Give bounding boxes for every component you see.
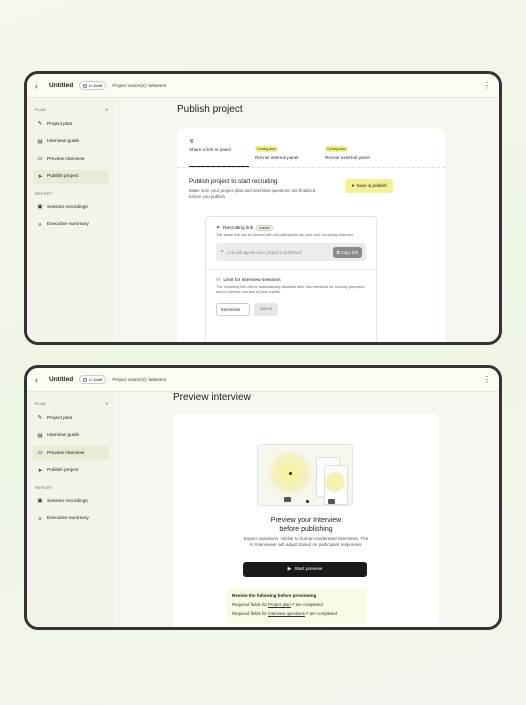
publish-subtitle: Make sure your project plan and interview questions are finalized before you publish. xyxy=(189,188,316,199)
sidebar-item-executive-summary[interactable] xyxy=(33,512,109,526)
sidebar-item-session-recordings[interactable] xyxy=(33,200,109,214)
preview-card xyxy=(173,414,439,630)
sidebar-item-session-recordings[interactable] xyxy=(33,494,109,508)
preview-heading-line2: before publishing xyxy=(279,525,333,533)
link-placeholder: Link will appear once project is published xyxy=(227,249,302,255)
tab-label: Recruit external panel xyxy=(325,155,370,160)
send-icon: ➤ xyxy=(351,183,357,188)
sidebar-item-project-plan[interactable] xyxy=(33,117,109,131)
interview-questions-link[interactable]: Interview questions xyxy=(268,610,305,616)
share-icon: ↯ xyxy=(189,139,195,145)
publish-heading xyxy=(189,178,319,200)
publish-title: Publish project to start recruiting xyxy=(189,178,278,185)
report-section-label xyxy=(35,486,109,490)
preview-subtext: Expect variations, similar to human-moderated interviews. The AI Interviewer will adjust based on participant responses. xyxy=(243,536,369,548)
external-link-icon: ↗ xyxy=(290,602,295,607)
tab-share-link[interactable] xyxy=(189,138,249,167)
sidebar-item-label: Project plan xyxy=(47,121,73,127)
chat-icon: ▭ xyxy=(37,450,43,456)
saved-button[interactable]: Saved xyxy=(254,303,278,316)
document-icon: ▤ xyxy=(37,138,43,145)
save-publish-label: Save & publish xyxy=(356,183,387,188)
session-limit-input[interactable] xyxy=(216,303,250,316)
recruiting-link-field xyxy=(216,243,366,261)
preview-heading xyxy=(173,517,439,535)
session-limit-value: 5 xyxy=(221,307,224,313)
recruit-tabs xyxy=(177,128,445,168)
more-menu-icon[interactable]: ⋮ xyxy=(483,375,491,384)
draft-icon xyxy=(83,84,87,88)
external-link-icon: ↗ xyxy=(304,610,309,616)
wand-icon: ✎ xyxy=(37,121,43,127)
report-label: REPORT xyxy=(35,192,53,196)
sidebar-item-label: Executive summary xyxy=(47,516,89,521)
project-title[interactable]: Untitled xyxy=(49,376,74,383)
recruiting-link-title: Recruiting link xyxy=(223,225,254,231)
sidebar-item-label: Interview guide xyxy=(47,433,80,438)
review-text: are completed xyxy=(294,602,323,607)
recording-icon: ▣ xyxy=(37,498,43,504)
interview-preview-illustration xyxy=(257,444,353,506)
send-icon: ➤ xyxy=(37,467,43,474)
status-badge xyxy=(79,375,106,384)
project-title[interactable]: Untitled xyxy=(49,82,74,89)
sidebar-item-label: Preview interview xyxy=(47,450,85,456)
tab-label: Share a link to panel xyxy=(189,147,231,152)
session-limit-title: Limit for interview sessions xyxy=(223,278,281,284)
copy-link-label: Copy link xyxy=(340,249,358,255)
sidebar xyxy=(27,392,115,627)
status-text: In Draft xyxy=(89,83,103,88)
sidebar-item-label: Session recordings xyxy=(47,498,88,504)
copy-icon: ⧉ xyxy=(336,249,341,255)
session-limit-unit: Sessions xyxy=(223,307,241,313)
review-item-project-plan xyxy=(232,602,362,608)
sidebar-item-label: Interview guide xyxy=(47,139,80,144)
link-settings-box xyxy=(205,216,377,345)
inactive-badge: Inactive xyxy=(256,225,273,231)
top-bar xyxy=(27,368,499,392)
tab-label: Recruit internal panel xyxy=(255,155,299,160)
recruiting-link-section xyxy=(206,217,376,270)
review-item-interview-questions xyxy=(232,611,362,617)
sidebar-item-label: Preview interview xyxy=(47,156,85,162)
people-icon: ⚇ xyxy=(216,278,221,284)
draft-icon xyxy=(83,378,87,382)
back-arrow-icon[interactable]: ‹ xyxy=(35,374,38,385)
review-title: Review the following before previewing xyxy=(232,593,317,598)
sidebar-item-label: Publish project xyxy=(47,174,79,179)
report-label: REPORT xyxy=(35,486,53,490)
tab-internal-panel[interactable] xyxy=(255,138,319,167)
sidebar-item-preview-interview[interactable] xyxy=(33,152,109,166)
wand-icon: ✎ xyxy=(37,415,43,421)
review-text: are completed xyxy=(308,610,337,616)
start-preview-button[interactable] xyxy=(243,562,367,577)
sidebar-item-label: Publish project xyxy=(47,468,79,473)
publish-screen xyxy=(24,71,502,345)
recruiting-link-desc: The same link can be shared with all participants via your own recruiting channels xyxy=(216,233,354,237)
review-text: Required fields for xyxy=(232,602,269,607)
status-text: In Draft xyxy=(89,377,103,382)
session-limit-section xyxy=(206,270,376,324)
plan-section-label xyxy=(35,400,109,407)
chat-icon: ▭ xyxy=(37,156,43,162)
tab-external-panel[interactable] xyxy=(325,138,370,167)
project-owner: Project owner(s): Waseem xyxy=(112,377,167,382)
session-limit-desc: The recruiting link will be automatically disabled after this threshold for security purposes and to prevent overuse of your credits. xyxy=(216,285,365,295)
preview-screen xyxy=(24,365,502,630)
main-content xyxy=(115,98,499,342)
summary-icon: ≡ xyxy=(38,515,42,522)
sidebar-item-project-plan[interactable] xyxy=(33,411,109,425)
project-owner: Project owner(s): Waseem xyxy=(112,83,167,88)
sidebar-item-label: Session recordings xyxy=(47,204,88,210)
page-title: Publish project xyxy=(177,104,243,115)
review-checklist xyxy=(227,588,367,624)
plan-label: PLAN xyxy=(35,107,47,112)
link-icon: ⚭ xyxy=(216,225,221,231)
top-bar xyxy=(27,74,499,98)
sidebar-item-publish-project[interactable] xyxy=(33,464,109,478)
sidebar-item-interview-guide[interactable] xyxy=(33,135,109,149)
back-arrow-icon[interactable]: ‹ xyxy=(35,80,38,91)
link-icon: ⚭ xyxy=(220,249,225,256)
page-title: Preview interview xyxy=(173,392,251,403)
coming-soon-badge: Coming soon xyxy=(257,147,276,151)
send-icon: ➤ xyxy=(37,173,43,180)
sidebar-item-label: Project plan xyxy=(47,415,73,421)
start-preview-label: Start preview xyxy=(294,567,323,572)
plan-label: PLAN xyxy=(35,401,47,406)
preview-heading-line1: Preview your Interview xyxy=(270,517,342,524)
sidebar-item-executive-summary[interactable] xyxy=(33,218,109,232)
recording-icon: ▣ xyxy=(37,204,43,210)
play-icon[interactable]: ▸ xyxy=(105,401,109,407)
project-plan-link[interactable]: Project plan xyxy=(268,602,291,607)
sidebar xyxy=(27,98,115,342)
play-icon[interactable]: ▸ xyxy=(105,107,109,113)
report-section-label xyxy=(35,192,109,196)
coming-soon-badge: Coming soon xyxy=(327,147,346,151)
document-icon: ▤ xyxy=(37,432,43,439)
status-badge xyxy=(79,81,106,90)
copy-link-button[interactable] xyxy=(333,247,362,258)
plan-section-label xyxy=(35,106,109,113)
play-icon: ▶ xyxy=(287,567,292,572)
sidebar-item-preview-interview[interactable] xyxy=(33,446,109,460)
sidebar-item-interview-guide[interactable] xyxy=(33,429,109,443)
review-text: Required fields for xyxy=(232,610,269,616)
sidebar-item-label: Executive summary xyxy=(47,222,89,227)
publish-card xyxy=(177,128,445,345)
main-content xyxy=(115,392,499,627)
summary-icon: ≡ xyxy=(38,221,42,228)
sidebar-item-publish-project[interactable] xyxy=(33,170,109,184)
more-menu-icon[interactable]: ⋮ xyxy=(483,81,491,90)
save-publish-button[interactable] xyxy=(345,179,393,193)
